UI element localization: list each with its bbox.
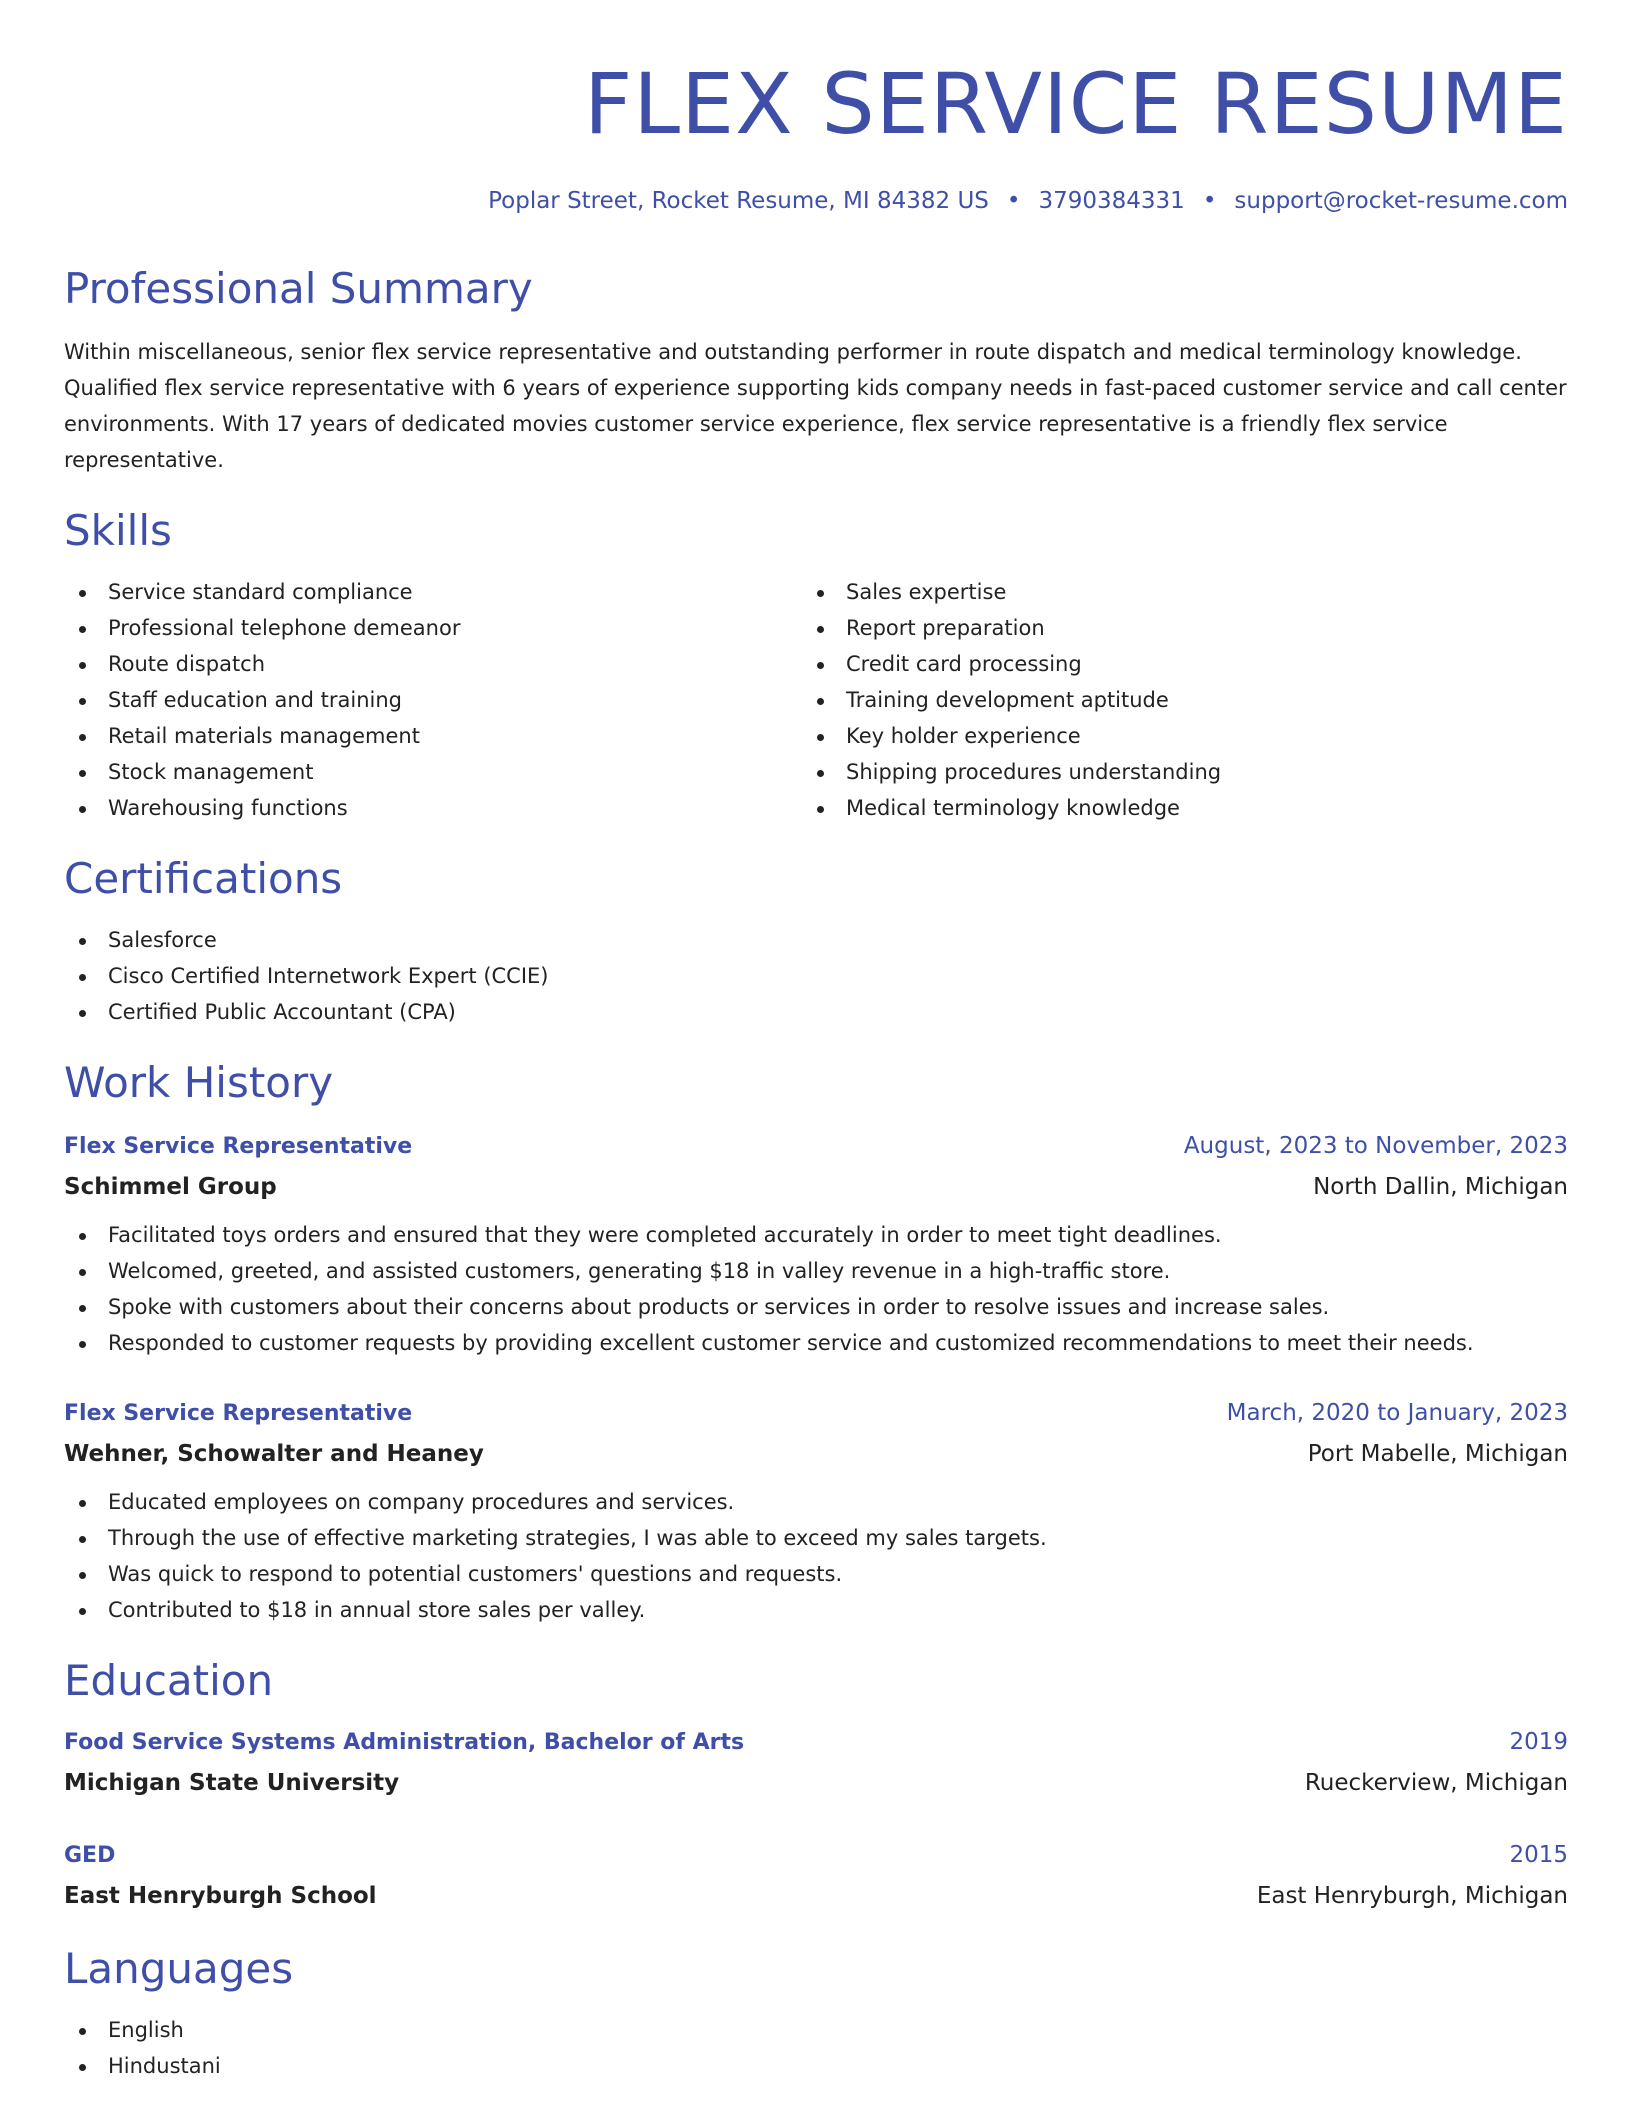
job-bullet: Was quick to respond to potential customers' questions and requests. <box>64 1556 1568 1592</box>
skills-list-left <box>64 574 802 826</box>
education-degree-row <box>64 1835 1568 1876</box>
job-company: Schimmel Group <box>64 1174 277 1200</box>
summary-section <box>64 264 1568 478</box>
job-dates: August, 2023 to November, 2023 <box>1183 1133 1568 1159</box>
job-title: Flex Service Representative <box>64 1134 413 1159</box>
job-bullet: Educated employees on company procedures and services. <box>64 1484 1568 1520</box>
education-school: East Henryburgh School <box>64 1883 377 1909</box>
skill-item: Staff education and training <box>64 682 802 718</box>
job-bullet: Spoke with customers about their concerns about products or services in order to resolve issues and increase sales. <box>64 1289 1568 1325</box>
education-year: 2019 <box>1509 1729 1568 1755</box>
job-title-row <box>64 1393 1568 1434</box>
languages-list <box>64 2012 1568 2084</box>
education-heading: Education <box>64 1656 274 1705</box>
job-dates: March, 2020 to January, 2023 <box>1226 1400 1568 1426</box>
skill-item: Stock management <box>64 754 802 790</box>
education-year: 2015 <box>1509 1842 1568 1868</box>
certifications-list <box>64 922 1568 1030</box>
work-history-section <box>64 1058 1568 1628</box>
skills-list-right <box>802 574 1568 826</box>
job-bullet: Facilitated toys orders and ensured that they were completed accurately in order to meet tight deadlines. <box>64 1217 1568 1253</box>
job-bullet: Responded to customer requests by providing excellent customer service and customized recommendations to meet their needs. <box>64 1325 1568 1361</box>
skill-item: Credit card processing <box>802 646 1568 682</box>
education-school-row <box>64 1763 1568 1803</box>
education-entry <box>64 1722 1568 1803</box>
job-bullets <box>64 1484 1568 1628</box>
education-degree: GED <box>64 1843 116 1868</box>
skill-item: Training development aptitude <box>802 682 1568 718</box>
contact-separator: • <box>1006 188 1021 214</box>
work-history-heading: Work History <box>64 1058 334 1107</box>
language-item: English <box>64 2012 1568 2048</box>
skill-item: Report preparation <box>802 610 1568 646</box>
certification-item: Salesforce <box>64 922 1568 958</box>
job-title: Flex Service Representative <box>64 1401 413 1426</box>
skills-section <box>64 506 1568 826</box>
contact-separator: • <box>1202 188 1217 214</box>
job-entry <box>64 1393 1568 1628</box>
skill-item: Warehousing functions <box>64 790 802 826</box>
skill-item: Shipping procedures understanding <box>802 754 1568 790</box>
languages-heading: Languages <box>64 1944 294 1993</box>
skills-heading: Skills <box>64 506 172 555</box>
job-entry <box>64 1126 1568 1361</box>
education-section <box>64 1656 1568 1916</box>
resume-name: FLEX SERVICE RESUME <box>583 55 1568 153</box>
education-entry <box>64 1835 1568 1916</box>
skill-item: Sales expertise <box>802 574 1568 610</box>
contact-address: Poplar Street, Rocket Resume, MI 84382 US <box>488 188 989 214</box>
skill-item: Route dispatch <box>64 646 802 682</box>
contact-line <box>64 188 1568 214</box>
job-company: Wehner, Schowalter and Heaney <box>64 1441 484 1467</box>
summary-text: Within miscellaneous, senior flex service representative and outstanding performer in route dispatch and medical terminology knowledge. Qualified flex service representative with 6 years of experience supporting kids company needs in fast-paced customer service and call center environments. With 17 years of dedicated movies customer service experience, flex service representative is a friendly flex service representative. <box>64 340 1567 472</box>
skill-item: Professional telephone demeanor <box>64 610 802 646</box>
job-company-row <box>64 1167 1568 1207</box>
job-location: North Dallin, Michigan <box>1313 1174 1568 1200</box>
skill-item: Retail materials management <box>64 718 802 754</box>
job-bullet: Through the use of effective marketing strategies, I was able to exceed my sales targets. <box>64 1520 1568 1556</box>
contact-email[interactable]: support@rocket-resume.com <box>1234 188 1568 214</box>
languages-section <box>64 1944 1568 2084</box>
skill-item: Medical terminology knowledge <box>802 790 1568 826</box>
skill-item: Key holder experience <box>802 718 1568 754</box>
certifications-section <box>64 854 1568 1030</box>
contact-phone: 3790384331 <box>1038 188 1185 214</box>
certification-item: Cisco Certified Internetwork Expert (CCIE) <box>64 958 1568 994</box>
language-item: Hindustani <box>64 2048 1568 2084</box>
skills-columns <box>64 574 1568 826</box>
skill-item: Service standard compliance <box>64 574 802 610</box>
job-company-row <box>64 1434 1568 1474</box>
job-bullet: Welcomed, greeted, and assisted customers, generating $18 in valley revenue in a high-traffic store. <box>64 1253 1568 1289</box>
education-school-row <box>64 1876 1568 1916</box>
certifications-heading: Certifications <box>64 854 343 903</box>
education-degree: Food Service Systems Administration, Bachelor of Arts <box>64 1730 745 1755</box>
certification-item: Certified Public Accountant (CPA) <box>64 994 1568 1030</box>
education-location: East Henryburgh, Michigan <box>1256 1883 1568 1909</box>
job-location: Port Mabelle, Michigan <box>1307 1441 1568 1467</box>
summary-heading: Professional Summary <box>64 264 533 313</box>
education-school: Michigan State University <box>64 1770 400 1796</box>
job-bullets <box>64 1217 1568 1361</box>
job-title-row <box>64 1126 1568 1167</box>
job-bullet: Contributed to $18 in annual store sales per valley. <box>64 1592 1568 1628</box>
education-degree-row <box>64 1722 1568 1763</box>
education-location: Rueckerview, Michigan <box>1304 1770 1568 1796</box>
